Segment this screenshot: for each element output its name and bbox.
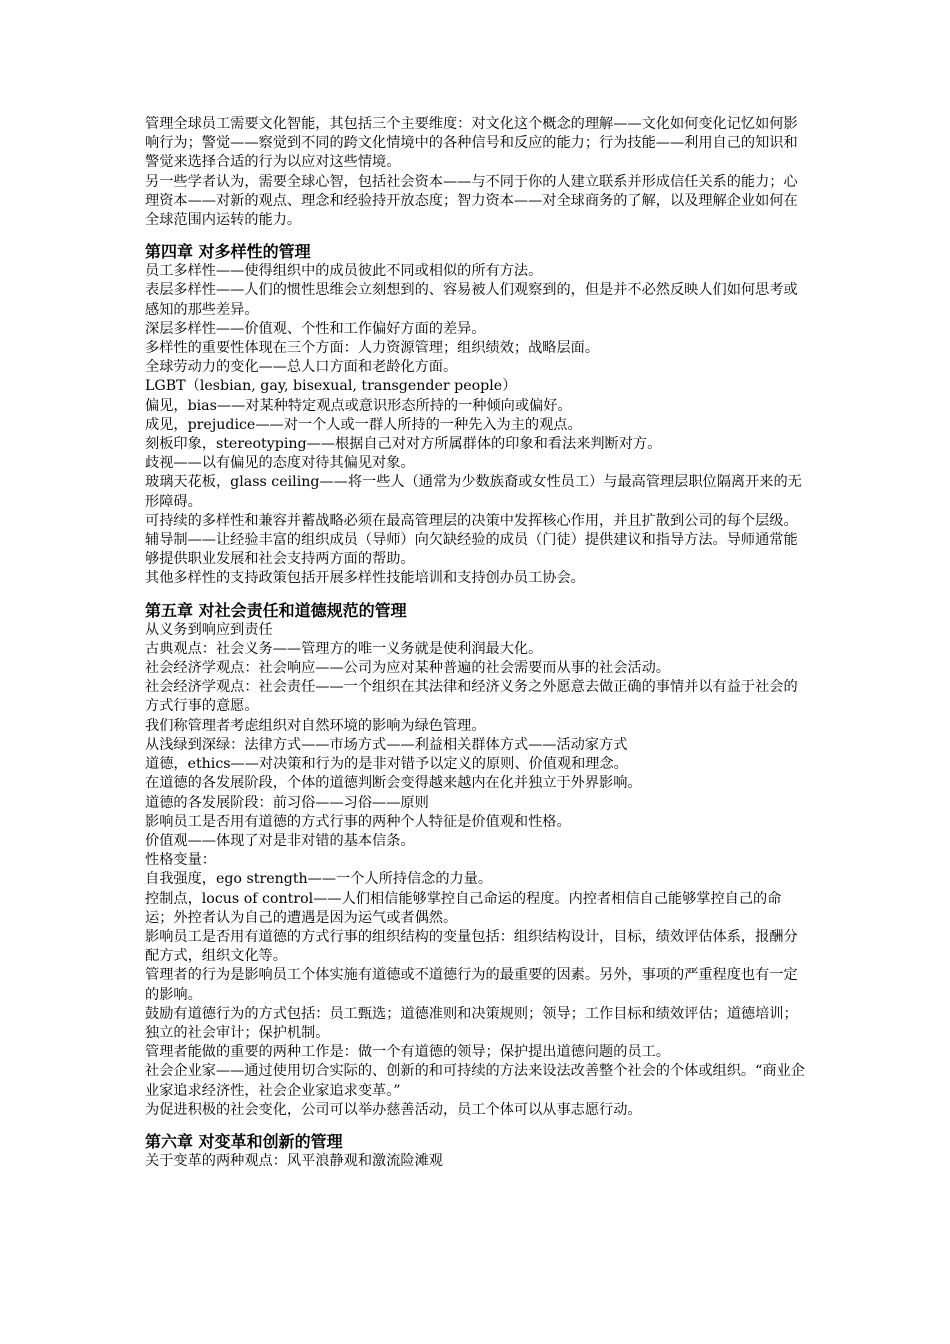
chapter-5-paragraph: 性格变量： — [145, 852, 216, 869]
chapter-4-paragraph: 偏见，bias——对某种特定观点或意识形态所持的一种倾向或偏好。 — [145, 397, 572, 414]
chapter-5-paragraph: 在道德的各发展阶段，个体的道德判断会变得越来越内在化并独立于外界影响。 — [145, 775, 642, 792]
chapter-4-paragraph: 歧视——以有偏见的态度对待其偏见对象。 — [145, 455, 415, 472]
chapter-5-paragraph: 从浅绿到深绿：法律方式——市场方式——利益相关群体方式——活动家方式 — [145, 736, 628, 753]
chapter-5-paragraph: 道德，ethics——对决策和行为的是非对错予以定义的原则、价值观和理念。 — [145, 756, 628, 773]
chapter-4-paragraph: 深层多样性——价值观、个性和工作偏好方面的差异。 — [145, 320, 486, 337]
chapter-5-paragraph: 管理者能做的重要的两种工作是：做一个有道德的领导；保护提出道德问题的员工。 — [145, 1044, 670, 1061]
chapter-4-paragraph: 刻板印象，stereotyping——根据自己对对方所属群体的印象和看法来判断对方。 — [145, 436, 662, 453]
chapter-5-paragraph: 社会经济学观点：社会责任——一个组织在其法律和经济义务之外愿意去做正确的事情并以有益于社会的方式行事的意愿。 — [145, 679, 798, 715]
chapter-4-heading: 第四章 对多样性的管理 — [145, 242, 311, 262]
chapter-6-section — [145, 1132, 807, 1171]
chapter-5-paragraph: 自我强度，ego strength——一个人所持信念的力量。 — [145, 871, 493, 888]
chapter-4-section — [145, 242, 807, 588]
chapter-5-paragraph: 古典观点：社会义务——管理方的唯一义务就是使利润最大化。 — [145, 640, 543, 657]
chapter-4-paragraph: 多样性的重要性体现在三个方面：人力资源管理；组织绩效；战略层面。 — [145, 340, 600, 357]
intro-paragraph-1: 管理全球员工需要文化智能，其包括三个主要维度：对文化这个概念的理解——文化如何变化记忆如何影响行为；警觉——察觉到不同的跨文化情境中的各种信号和反应的能力；行为技能——利用自己的知识和警觉来选择合适的行为以应对这些情境。 — [145, 116, 798, 171]
chapter-5-paragraph: 我们称管理者考虑组织对自然环境的影响为绿色管理。 — [145, 717, 486, 734]
intro-section — [145, 115, 807, 230]
chapter-5-paragraph: 影响员工是否用有道德的方式行事的两种个人特征是价值观和性格。 — [145, 813, 571, 830]
chapter-5-paragraph: 影响员工是否用有道德的方式行事的组织结构的变量包括：组织结构设计，目标，绩效评估体系，报酬分配方式，组织文化等。 — [145, 928, 798, 965]
document-page — [145, 115, 807, 1171]
chapter-5-heading: 第五章 对社会责任和道德规范的管理 — [145, 600, 407, 620]
chapter-5-paragraph: 从义务到响应到责任 — [145, 621, 273, 638]
chapter-4-paragraph: 成见，prejudice——对一个人或一群人所持的一种先入为主的观点。 — [145, 416, 582, 433]
chapter-5-paragraph: 为促进积极的社会变化，公司可以举办慈善活动，员工个体可以从事志愿行动。 — [145, 1101, 642, 1118]
chapter-6-heading: 第六章 对变革和创新的管理 — [145, 1131, 343, 1151]
chapter-4-paragraph: 员工多样性——使得组织中的成员彼此不同或相似的所有方法。 — [145, 263, 543, 280]
chapter-5-section — [145, 601, 807, 1120]
chapter-4-paragraph: 全球劳动力的变化——总人口方面和老龄化方面。 — [145, 359, 458, 376]
chapter-4-paragraph: 玻璃天花板，glass ceiling——将一些人（通常为少数族裔或女性员工）与最高管理层职位隔离开来的无形障碍。 — [145, 474, 802, 510]
chapter-4-paragraph: 表层多样性——人们的惯性思维会立刻想到的、容易被人们观察到的，但是并不必然反映人们如何思考或感知的那些差异。 — [145, 282, 798, 318]
chapter-5-paragraph: 道德的各发展阶段：前习俗——习俗——原则 — [145, 794, 429, 811]
chapter-6-paragraph: 关于变革的两种观点：风平浪静观和激流险滩观 — [145, 1152, 443, 1169]
chapter-4-paragraph: 可持续的多样性和兼容并蓄战略必须在最高管理层的决策中发挥核心作用，并且扩散到公司的每个层级。 — [145, 512, 798, 529]
chapter-5-paragraph: 鼓励有道德行为的方式包括：员工甄选；道德准则和决策规则；领导；工作目标和绩效评估；道德培训；独立的社会审计；保护机制。 — [145, 1005, 798, 1041]
chapter-4-paragraph: 其他多样性的支持政策包括开展多样性技能培训和支持创办员工协会。 — [145, 570, 585, 587]
chapter-5-paragraph: 管理者的行为是影响员工个体实施有道德或不道德行为的最重要的因素。另外，事项的严重程度也有一定的影响。 — [145, 967, 798, 1003]
intro-paragraph-2: 另一些学者认为，需要全球心智，包括社会资本——与不同于你的人建立联系并形成信任关系的能力；心理资本——对新的观点、理念和经验持开放态度；智力资本——对全球商务的了解，以及理解企业如何在全球范围内运转的能力。 — [145, 173, 798, 229]
chapter-4-paragraph: 辅导制——让经验丰富的组织成员（导师）向欠缺经验的成员（门徒）提供建议和指导方法。导师通常能够提供职业发展和社会支持两方面的帮助。 — [145, 532, 798, 568]
chapter-5-paragraph: 控制点，locus of control——人们相信能够掌控自己命运的程度。内控者相信自己能够掌控自己的命运；外控者认为自己的遭遇是因为运气或者偶然。 — [145, 890, 782, 926]
chapter-4-paragraph: LGBT（lesbian, gay, bisexual, transgender people） — [145, 378, 517, 395]
chapter-5-paragraph: 价值观——体现了对是非对错的基本信条。 — [145, 832, 415, 849]
chapter-5-paragraph: 社会经济学观点：社会响应——公司为应对某种普遍的社会需要而从事的社会活动。 — [145, 660, 670, 677]
chapter-5-paragraph: 社会企业家——通过使用切合实际的、创新的和可持续的方法来设法改善整个社会的个体或组织。“商业企业家追求经济性，社会企业家追求变革。” — [145, 1063, 805, 1099]
